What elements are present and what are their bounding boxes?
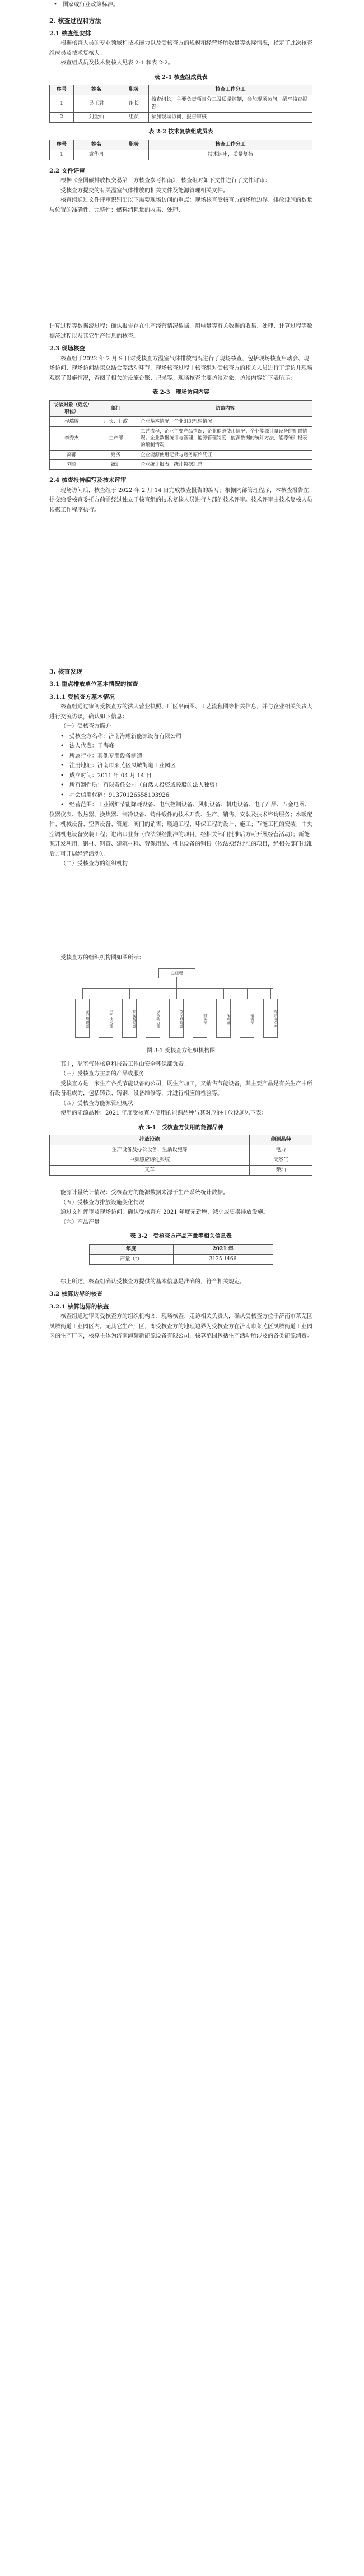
cell: 2: [50, 113, 74, 123]
table-row: [89, 1254, 273, 1264]
table-row: [50, 417, 312, 426]
th: 访谈对象（姓名/职位）: [50, 400, 94, 417]
cell: 李秀杰: [50, 426, 94, 450]
paragraph: 核查组通过文件评审识别出以下需要现场访问的重点：现场核查受核查方的场所边界、排放设施的数量与位置的准确性、完整性；燃料消耗量的收集、处理、: [49, 197, 312, 213]
org-child-box: 综合办公室: [263, 999, 278, 1038]
cell: 企业能源使用记录与财务原始凭证: [138, 450, 312, 459]
subheading: （三）受核查方主要的产品或服务: [60, 1071, 144, 1078]
list-item: • 受核查方名称：济南海耀新能源设备有限公司: [60, 733, 181, 740]
page-break-gap: [49, 869, 312, 953]
table-row: [50, 1145, 312, 1155]
document-page: [49, 0, 312, 1342]
table-row: [50, 1155, 312, 1166]
list-item: • 成立时间：2011 年 04 月 14 日: [60, 772, 152, 779]
paragraph: 使用的能源品种：2021 年度受核查方使用的能源品种与其对应的排放设施见下表：: [60, 1110, 267, 1117]
table-2-2-caption: 表 2-2 技术复核组成员表: [148, 129, 213, 136]
paragraph: 核查组通过审阅受核查方的组织机构图、现场核查、走访相关负责人，确认受核查方位于济南市莱芜区凤城街道工业园区内。无其它生产厂区，即受核查方的地理边界为受核查方在济南市莱芜区凤城街道工业园区的生产厂区，核算主体为济南海耀新能源设备有限公司，核算范围包括生产活动所涉及的各类能源消费。: [49, 1313, 312, 1340]
paragraph: 核查组于2022 年 2 月 9 日对受核查方温室气体排放情况进行了现场核查，包括现场核查启动会、现场访问、现场访问结束总结会等活动环节，现场核查过程中核查组对受核查方的相关人员进行了走访并现场观察了设施情况，查阅了相关的设施台账、记录等。现场核查主要访谈对象，访谈内容如下表所示：: [49, 355, 312, 382]
section-2-4-heading: 2.4 核查报告编写及技术评审: [49, 477, 127, 484]
table-header-row: [50, 1135, 312, 1145]
th: 核查工作分工: [149, 85, 312, 95]
list-item-text: 法人代表：于海峰: [69, 743, 114, 750]
cell: 刘晓: [50, 459, 94, 469]
cell: 3125.1466: [173, 1254, 273, 1264]
org-child-box: 销售部: [240, 999, 254, 1038]
table-3-2: [89, 1244, 273, 1265]
th: 访谈内容: [138, 400, 312, 417]
paragraph: 核查组成员及技术复核人见表 2-1 和表 2-2。: [60, 60, 174, 67]
cell: 厂长、行政: [94, 417, 138, 426]
table-row: [50, 95, 312, 113]
list-item-text: 成立时间：2011 年 04 月 14 日: [69, 772, 152, 779]
th: 序号: [50, 85, 74, 95]
table-row: [50, 459, 312, 469]
org-chart: [74, 968, 287, 1044]
paragraph: 核查组通过审阅受核查方的法人营业执照、厂区平面图、工艺流程图等相关信息，并与企业相关负责人进行交流访谈，确认如下信息：: [49, 704, 312, 720]
org-children: [74, 988, 287, 1042]
cell: 财务: [94, 450, 138, 459]
list-item: • 所属行业：其他专用设备制造: [60, 753, 142, 759]
cell: 企业统计报表，统计数据汇总: [138, 459, 312, 469]
subheading: （一）受核查方简介: [60, 723, 111, 730]
paragraph: 受核查方是一家生产各类节能设备的公司，既生产加工，又销售节能设备，其主要产品是有关生产中所有设备组成的，包括铸铁、铸钢、设备维修等，并进行相应的检验等。: [49, 1080, 312, 1097]
list-item-text: 所属行业：其他专用设备制造: [69, 753, 142, 759]
table-header-row: [50, 400, 312, 417]
section-2-heading: 2. 核查过程和方法: [49, 17, 101, 25]
list-item-text: 注册地址：济南市莱芜区凤城街道工业园区: [69, 763, 176, 769]
cell: 生产设备及办公设备、生活设施等: [50, 1145, 250, 1155]
table-row: [50, 113, 312, 123]
gap: [49, 1265, 312, 1277]
cell: 刘金仙: [74, 113, 119, 123]
cell: 1: [50, 150, 74, 160]
cell: 工艺流程，企业主要产品情况；企业能源使用情况；企业能源计量设备的配置情况；企业数据统计与管理，能源管理制度，能源数据的统计方法，能源统计报表的编制情况: [138, 426, 312, 450]
section-3-heading: 3. 核查发现: [49, 668, 83, 676]
th: 年度: [89, 1244, 173, 1254]
subheading: （六）产品产量: [60, 1219, 100, 1226]
cell: [119, 150, 149, 160]
cell: 叉车: [50, 1166, 250, 1176]
table-2-3-caption: 表 2-3 现场访问内容: [152, 389, 209, 396]
table-2-1: [49, 85, 312, 123]
cell: 产量（t）: [89, 1254, 173, 1264]
list-item-text: 经营范围：工业锅炉节能降耗设备、电气控制设备、风机设备、机电设备、电子产品、五金电器、仪器仪表、散热器、换热器、制冷设备、铸件锻件的技术开发、生产、销售、安装及技术咨询服务；水暖配件、机械设备、空调设备、管道、阀门的销售；暖通工程、环保工程的设计、施工；节能工程的安装；中央空调机电设备安装工程；进出口业务（依法须经批准的项目，经相关部门批准后方可开展经营活动）；新能源开发利用，钢材、钢管、建筑材料、劳保用品、机电设备的销售（依法须经批准的项目，经相关部门批准后方可开展经营活动）。: [49, 802, 312, 857]
paragraph: 综上所述，核查组确认受核查方提供的基本信息是准确的，符合相关规定。: [60, 1278, 245, 1285]
cell: 高静: [50, 450, 94, 459]
cell: 企业基本情况，企业组织机构情况: [138, 417, 312, 426]
table-header-row: [50, 140, 312, 150]
figure-3-1-caption: 图 3-1 受核查方组织机构图: [146, 1048, 216, 1055]
list-item: • 法人代表：于海峰: [60, 743, 114, 750]
section-3-1-heading: 3.1 重点排放单位基本情况的核查: [49, 681, 138, 688]
table-2-3: [49, 400, 312, 470]
paragraph: 能源计量统计情况：受核查方的能源数据来源于生产系统统计数据。: [60, 1190, 228, 1196]
list-item-text: 社会信用代码：91370126558103926: [69, 792, 170, 799]
cell: 电力: [250, 1145, 312, 1155]
cell: 参加现场访问，报告审核: [149, 113, 312, 123]
cell: 组员: [119, 113, 149, 123]
paragraph: 受核查方提交的有关温室气体排放的相关文件及能源管理相关文件。: [60, 187, 228, 194]
org-child-box: 企业管理部: [75, 999, 90, 1038]
th: 姓名: [74, 85, 119, 95]
paragraph: 现场访问后，核查组于 2022 年 2 月 14 日完成核查报告的编写；根据内部管理程序，本核查报告在提交给受核查委托方前需经过独立于核查组的技术复核人员进行内部的技术评审。技术评审由技术复核人员根据工作程序执行。: [49, 487, 312, 513]
th: 姓名: [74, 140, 119, 150]
cell: 组长: [119, 95, 149, 113]
list-item: • 所有制性质：有限责任公司（自然人投资或控股的法人独资）: [60, 782, 221, 789]
cell: 程瑞敏: [50, 417, 94, 426]
th: 排放设施: [50, 1135, 250, 1145]
table-row: [50, 426, 312, 450]
th: 能源品种: [250, 1135, 312, 1145]
cell: 吴正君: [74, 95, 119, 113]
org-child-box: 质量检验部: [122, 999, 137, 1038]
org-child-box: 安全环保部: [169, 999, 184, 1038]
bullet-line: • 国家或行业政策标准。: [54, 2, 119, 8]
cell: 天然气: [250, 1155, 312, 1166]
table-3-1-caption: 表 3-1 受核查方使用的能源品种: [138, 1124, 223, 1131]
table-3-1: [49, 1135, 312, 1176]
paragraph: 受核查方的组织机构图如图所示：: [60, 954, 144, 961]
table-3-2-caption: 表 3-2 受核查方产品产量等相关信息表: [130, 1233, 232, 1240]
paragraph: 根据《全国碳排放权交易第三方核查参考指南》，核查组对如下文件进行了文件评审：: [60, 178, 270, 184]
table-row: [50, 150, 312, 160]
cell: 统计: [94, 459, 138, 469]
table-2-1-caption: 表 2-1 核查组成员表: [154, 74, 208, 81]
section-3-2-1-heading: 3.2.1 核算边界的核查: [49, 1303, 109, 1310]
table-header-row: [89, 1244, 273, 1254]
cell: 1: [50, 95, 74, 113]
cell: 袁华丹: [74, 150, 119, 160]
section-2-1-heading: 2.1 核查组安排: [49, 30, 91, 37]
cell: 中频感应熔化系统: [50, 1155, 250, 1166]
subheading: （五）受核查方排放设施变化情况: [60, 1199, 144, 1206]
section-3-1-1-heading: 3.1.1 受核查方基本情况: [49, 693, 115, 700]
subheading: （四）受核查方能源管理现状: [60, 1100, 133, 1107]
table-row: [50, 1166, 312, 1176]
section-2-2-heading: 2.2 文件评审: [49, 167, 85, 174]
cell: 柴油: [250, 1166, 312, 1176]
org-child-box: 生产技术部: [99, 999, 113, 1038]
section-2-3-heading: 2.3 现场核查: [49, 345, 85, 352]
org-child-box: 采购部: [216, 999, 231, 1038]
bullet-text: 国家或行业政策标准。: [62, 2, 119, 8]
table-header-row: [50, 85, 312, 95]
table-row: [50, 450, 312, 459]
org-top-box: 总经理: [158, 968, 195, 978]
cell: 生产部: [94, 426, 138, 450]
th: 核查工作分工: [149, 140, 312, 150]
page-break-gap: [49, 215, 312, 322]
th: 2021 年: [173, 1244, 273, 1254]
org-connector: [176, 977, 177, 988]
cell: 核查组长，主要负责项目分工及质量控制，参加现场访问，撰写核查报告: [149, 95, 312, 113]
th: 部门: [94, 400, 138, 417]
th: 职务: [119, 85, 149, 95]
table-2-2: [49, 140, 312, 160]
page-break-gap: [49, 515, 312, 661]
list-item: • 经营范围：工业锅炉节能降耗设备、电气控制设备、风机设备、机电设备、电子产品、五金电器、仪器仪表、散热器、换热器、制冷设备、铸件锻件的技术开发、生产、销售、安装及技术咨询服务；水暖配件、机械设备、空调设备、管道、阀门的销售；暖通工程、环保工程的设计、施工；节能工程的安装；中央空调机电设备安装工程；进出口业务（依法须经批准的项目，经相关部门批准后方可开展经营活动）；新能源开发利用，钢材、钢管、建筑材料、劳保用品、机电设备的销售（依法须经批准的项目，经相关部门批准后方可开展经营活动）。: [49, 802, 312, 857]
th: 序号: [50, 140, 74, 150]
list-item: • 社会信用代码：91370126558103926: [60, 792, 170, 799]
subheading: （二）受核查方的组织机构: [60, 861, 128, 867]
list-item: • 注册地址：济南市莱芜区凤城街道工业园区: [60, 763, 176, 769]
org-child-box: 设备动力部: [146, 999, 160, 1038]
paragraph: 通过文件评审及现场访问，确认受核查方 2021 年度无新增、减少或更换排放设施。: [60, 1209, 269, 1216]
list-item-text: 受核查方名称：济南海耀新能源设备有限公司: [69, 733, 181, 740]
org-child-box: 财务部: [193, 999, 207, 1038]
section-3-2-heading: 3.2 核算边界的核查: [49, 1291, 103, 1298]
gap: [49, 1176, 312, 1188]
cell: 技术评审，质量复核: [149, 150, 312, 160]
th: 职务: [119, 140, 149, 150]
paragraph: 根据核查人员的专业领域和技术能力以及受核查方的规模和经营场所数量等实际情况，指定了此次核查组成员及技术复核人。: [49, 40, 312, 57]
list-item-text: 所有制性质：有限责任公司（自然人投资或控股的法人独资）: [69, 782, 221, 789]
paragraph: 其中，温室气体核算和报告工作由安全环保部负责。: [60, 1061, 189, 1067]
paragraph: 计算过程等数据流过程；确认报告存在生产经营情况数据，用电量等有关数据的收集、处理、计算过程等数据流过程以及其它生产信息的核查。: [49, 323, 312, 340]
